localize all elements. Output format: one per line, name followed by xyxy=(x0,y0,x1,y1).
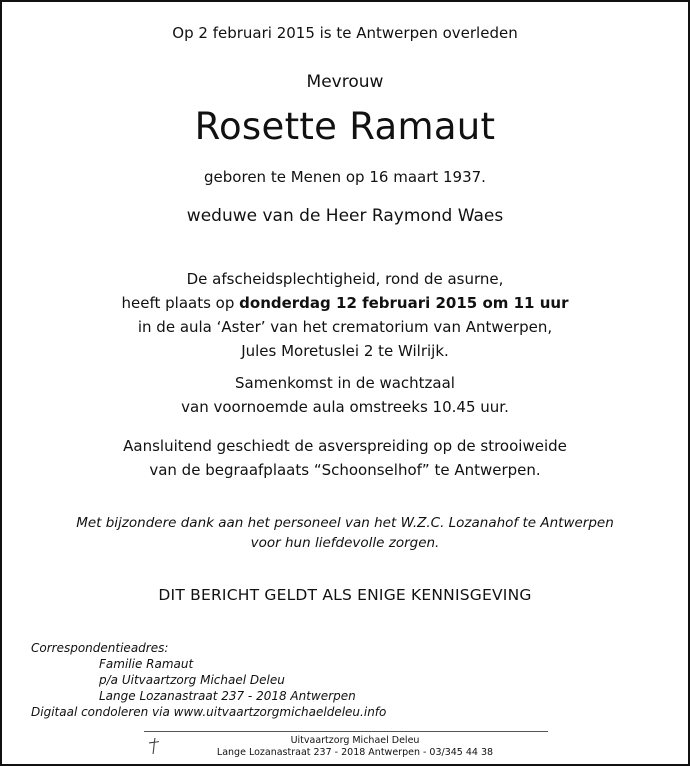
scattering-block xyxy=(2,434,688,482)
scattering-line-1: Aansluitend geschiedt de asverspreiding op de strooiweide xyxy=(123,437,567,455)
ceremony-line-3: in de aula ‘Aster’ van het crematorium van Antwerpen, xyxy=(137,318,553,336)
gathering-line-1: Samenkomst in de wachtzaal xyxy=(235,374,455,392)
ceremony-block xyxy=(2,267,688,363)
deceased-name: Rosette Ramaut xyxy=(194,105,496,148)
ceremony-date-time: donderdag 12 februari 2015 om 11 uur xyxy=(239,294,569,312)
online-condolence-link[interactable]: Digitaal condoleren via www.uitvaartzorgmichaeldeleu.info xyxy=(31,705,387,719)
ceremony-line-2 xyxy=(2,291,688,315)
birth-info: geboren te Menen op 16 maart 1937. xyxy=(204,168,486,186)
cross-logo-icon xyxy=(146,736,162,756)
thanks-block xyxy=(2,513,688,553)
footer-divider xyxy=(144,731,548,732)
scattering-line-2: van de begraafplaats “Schoonselhof” te Antwerpen. xyxy=(149,461,541,479)
ceremony-line-2-pre: heeft plaats op xyxy=(121,294,240,312)
thanks-line-1: Met bijzondere dank aan het personeel van het W.Z.C. Lozanahof te Antwerpen xyxy=(76,515,614,531)
ceremony-line-1: De afscheidsplechtigheid, rond de asurne, xyxy=(186,270,504,288)
correspondence-label: Correspondentieadres: xyxy=(31,641,169,655)
widow-info: weduwe van de Heer Raymond Waes xyxy=(186,206,504,226)
ceremony-line-4: Jules Moretuslei 2 te Wilrijk. xyxy=(241,342,449,360)
thanks-line-2: voor hun liefdevolle zorgen. xyxy=(250,535,440,551)
correspondence-block xyxy=(31,640,386,720)
gathering-line-2: van voornoemde aula omstreeks 10.45 uur. xyxy=(181,398,509,416)
footer-company: Uitvaartzorg Michael Deleu xyxy=(290,735,420,746)
footer-block xyxy=(204,735,506,759)
footer-address: Lange Lozanastraat 237 - 2018 Antwerpen - 03/345 44 38 xyxy=(216,747,494,758)
honorific: Mevrouw xyxy=(306,72,384,92)
correspondence-street: Lange Lozanastraat 237 - 2018 Antwerpen xyxy=(99,689,356,703)
notice-text: DIT BERICHT GELDT ALS ENIGE KENNISGEVING xyxy=(158,586,532,604)
intro-text: Op 2 februari 2015 is te Antwerpen overleden xyxy=(172,24,518,42)
gathering-block xyxy=(2,371,688,419)
correspondence-family: Familie Ramaut xyxy=(99,657,194,671)
correspondence-care-of: p/a Uitvaartzorg Michael Deleu xyxy=(99,673,285,687)
